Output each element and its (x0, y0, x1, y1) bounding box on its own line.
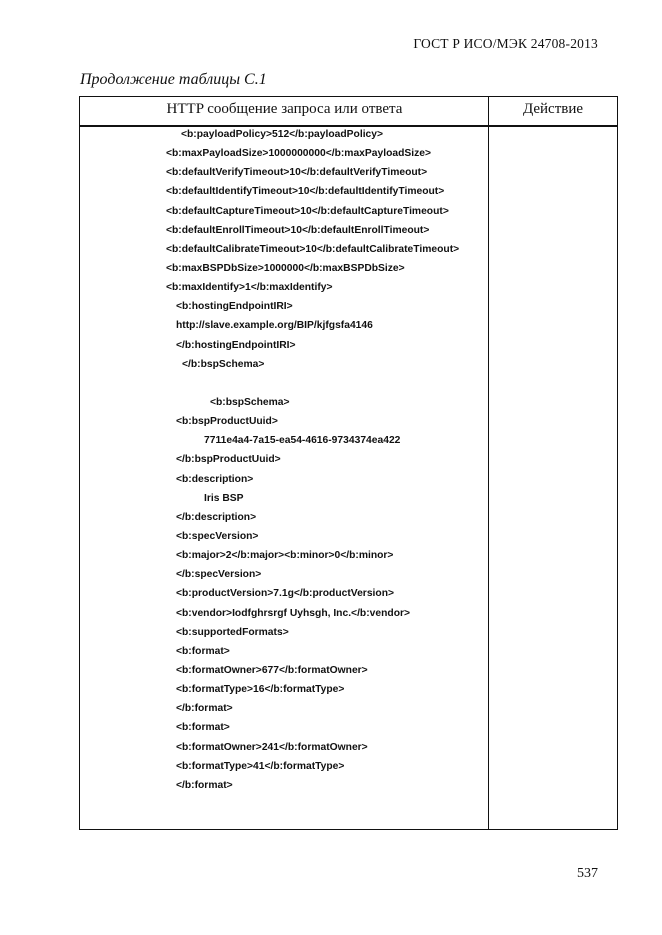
xml-message-body (80, 125, 489, 795)
xml-line: </b:description> (176, 511, 257, 523)
column-header-message: HTTP сообщение запроса или ответа (166, 101, 403, 117)
table-continuation-caption: Продолжение таблицы С.1 (80, 71, 267, 88)
xml-line: <b:description> (176, 473, 254, 485)
xml-line: <b:maxPayloadSize>1000000000</b:maxPayloadSize> (166, 148, 432, 160)
http-message-table (79, 96, 618, 830)
xml-line: </b:hostingEndpointIRI> (176, 339, 296, 351)
xml-line: <b:defaultCalibrateTimeout>10</b:defaultCalibrateTimeout> (166, 243, 460, 255)
xml-line: <b:major>2</b:major><b:minor>0</b:minor> (176, 550, 394, 562)
xml-line: <b:defaultIdentifyTimeout>10</b:defaultIdentifyTimeout> (166, 186, 445, 198)
xml-line: http://slave.example.org/BIP/kjfgsfa4146 (176, 320, 373, 332)
xml-line: </b:format> (176, 779, 233, 791)
xml-line: <b:payloadPolicy>512</b:payloadPolicy> (181, 129, 384, 140)
document-header: ГОСТ Р ИСО/МЭК 24708-2013 (413, 36, 598, 51)
xml-line: <b:supportedFormats> (176, 626, 289, 638)
xml-line: <b:maxBSPDbSize>1000000</b:maxBSPDbSize> (166, 262, 405, 274)
xml-line: 7711e4a4-7a15-ea54-4616-9734374ea422 (204, 435, 401, 447)
xml-line: <b:defaultEnrollTimeout>10</b:defaultEnrollTimeout> (166, 224, 430, 236)
xml-line: <b:vendor>Iodfghrsrgf Uyhsgh, Inc.</b:vendor> (176, 607, 410, 619)
xml-line: <b:maxIdentify>1</b:maxIdentify> (166, 282, 333, 294)
table-header-row (80, 97, 617, 127)
xml-line: <b:format> (176, 722, 230, 734)
xml-line: <b:formatType>16</b:formatType> (176, 684, 345, 696)
column-header-action: Действие (522, 101, 584, 117)
xml-line: <b:hostingEndpointIRI> (176, 301, 293, 313)
xml-line: <b:bspProductUuid> (176, 416, 278, 428)
xml-line: <b:format> (176, 645, 230, 657)
page-number: 537 (577, 866, 598, 881)
xml-line: <b:bspSchema> (210, 396, 290, 408)
xml-line: </b:bspProductUuid> (176, 454, 281, 466)
xml-line: Iris BSP (204, 492, 244, 504)
xml-line: <b:defaultCaptureTimeout>10</b:defaultCaptureTimeout> (166, 205, 449, 217)
xml-line: <b:productVersion>7.1g</b:productVersion> (176, 588, 394, 600)
xml-line: <b:formatOwner>241</b:formatOwner> (176, 741, 368, 753)
xml-line: </b:specVersion> (176, 569, 262, 581)
xml-line: <b:defaultVerifyTimeout>10</b:defaultVerifyTimeout> (166, 167, 428, 179)
xml-line: <b:specVersion> (176, 530, 259, 542)
xml-line: <b:formatType>41</b:formatType> (176, 760, 345, 772)
xml-line: <b:formatOwner>677</b:formatOwner> (176, 664, 368, 676)
xml-line (80, 374, 489, 393)
xml-line: </b:format> (176, 703, 233, 715)
xml-line: </b:bspSchema> (182, 358, 265, 370)
